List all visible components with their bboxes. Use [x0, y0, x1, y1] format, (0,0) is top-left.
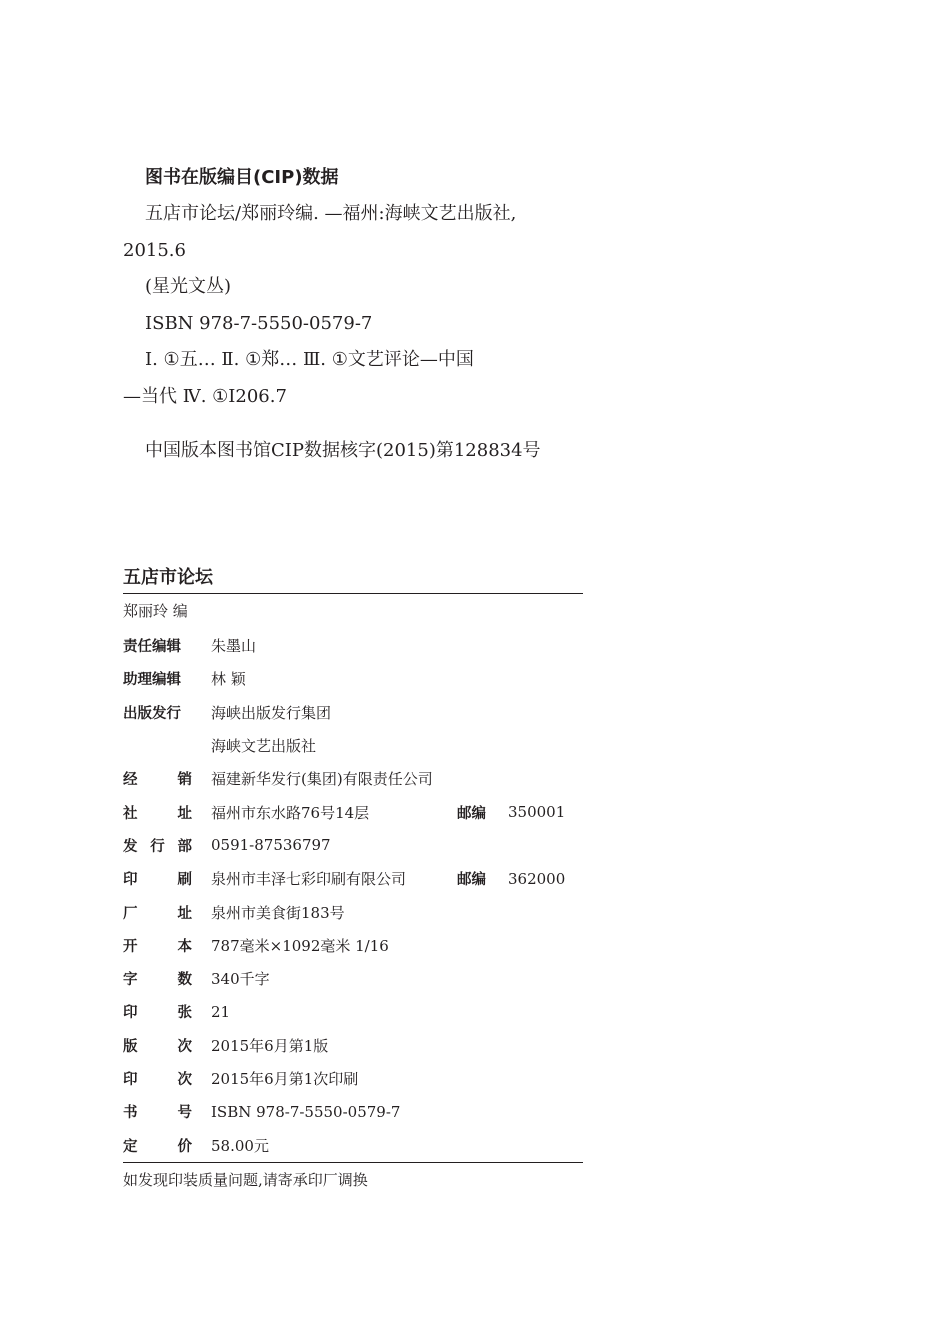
editor-line: 郑丽玲 编 — [123, 602, 188, 620]
imprint-label — [123, 935, 211, 956]
imprint-label — [123, 1101, 211, 1122]
book-title: 五店市论坛 — [123, 567, 213, 588]
imprint-label-char: 经 — [123, 772, 138, 789]
imprint-value: 2015年6月第1版 — [211, 1036, 329, 1055]
imprint-row — [123, 696, 583, 729]
imprint-label-char: 字 — [123, 972, 138, 989]
cip-block — [123, 160, 593, 470]
imprint-label-char: 号 — [177, 1105, 192, 1122]
imprint-label — [123, 802, 211, 823]
imprint-label-char: 印 — [123, 872, 138, 889]
imprint-label: 出版发行 — [123, 705, 181, 722]
imprint-value: 787毫米×1092毫米 1/16 — [211, 936, 389, 955]
imprint-row — [123, 762, 583, 795]
imprint-label-char: 社 — [123, 805, 138, 822]
imprint-row — [123, 862, 583, 895]
imprint-row — [123, 795, 583, 828]
imprint-value: 朱墨山 — [211, 637, 257, 656]
imprint-label — [123, 835, 211, 856]
imprint-value: 340千字 — [211, 970, 270, 989]
imprint-value: 58.00元 — [211, 1136, 269, 1155]
imprint-label-char: 张 — [177, 1005, 192, 1022]
imprint-label-char: 版 — [123, 1038, 138, 1055]
imprint-label-char: 价 — [177, 1138, 192, 1155]
postcode-value: 362000 — [508, 869, 566, 888]
imprint-label-char: 址 — [177, 905, 192, 922]
imprint-value: 0591-87536797 — [211, 836, 331, 855]
imprint-label-char: 销 — [177, 772, 192, 789]
imprint-label: 助理编辑 — [123, 672, 181, 689]
spacer — [123, 415, 593, 433]
imprint-label-char: 次 — [177, 1072, 192, 1088]
imprint-label — [123, 968, 211, 989]
imprint-row — [123, 829, 583, 862]
imprint-label — [123, 768, 211, 789]
imprint-label-char: 本 — [177, 938, 192, 955]
imprint-label-char: 数 — [177, 972, 192, 989]
imprint-row — [123, 995, 583, 1028]
imprint-value: 泉州市美食街183号 — [211, 903, 345, 922]
imprint-label-char: 印 — [123, 1072, 138, 1088]
imprint-row — [123, 629, 583, 662]
imprint-label-char: 行 — [150, 838, 165, 855]
imprint-label: 责任编辑 — [123, 639, 181, 656]
imprint-label — [123, 902, 211, 923]
imprint-label — [123, 868, 211, 889]
imprint-value: 福建新华发行(集团)有限责任公司 — [211, 770, 433, 789]
imprint-row — [123, 1095, 583, 1128]
imprint-row — [123, 962, 583, 995]
imprint-label — [123, 1135, 211, 1156]
imprint-row — [123, 729, 583, 762]
imprint-label-char: 印 — [123, 1005, 138, 1022]
imprint-label-char: 定 — [123, 1138, 138, 1155]
imprint-row — [123, 662, 583, 695]
imprint-row — [123, 1128, 583, 1161]
imprint-rows — [123, 629, 583, 1162]
imprint-label-char: 刷 — [177, 872, 192, 889]
imprint-value: 海峡文艺出版社 — [211, 737, 317, 756]
imprint-block — [123, 563, 583, 1197]
imprint-label-char: 开 — [123, 938, 138, 955]
imprint-value: 林 颖 — [211, 670, 246, 689]
imprint-value: 福州市东水路76号14层 — [211, 803, 370, 822]
imprint-label-char: 书 — [123, 1105, 138, 1122]
imprint-value: 海峡出版发行集团 — [211, 703, 332, 722]
cip-line: ISBN 978-7-5550-0579-7 — [145, 312, 373, 334]
imprint-label — [123, 1001, 211, 1022]
postcode-value: 350001 — [508, 803, 566, 822]
imprint-label-char: 厂 — [123, 905, 138, 922]
imprint-label-char: 址 — [177, 805, 192, 822]
imprint-row — [123, 895, 583, 928]
quality-notice: 如发现印装质量问题,请寄承印厂调换 — [123, 1170, 368, 1189]
cip-line: (星光文丛) — [145, 276, 232, 297]
imprint-label-char: 部 — [177, 838, 192, 855]
imprint-row — [123, 1029, 583, 1062]
imprint-value: 21 — [211, 1002, 231, 1021]
imprint-label-char: 次 — [177, 1038, 192, 1055]
cip-line: 2015.6 — [123, 239, 186, 261]
postcode-label: 邮编 — [457, 805, 486, 822]
cip-line: 五店市论坛/郑丽玲编. —福州:海峡文艺出版社, — [145, 203, 517, 224]
cip-line: Ⅰ. ①五… Ⅱ. ①郑… Ⅲ. ①文艺评论—中国 — [145, 349, 474, 370]
cip-title: 图书在版编目(CIP)数据 — [145, 167, 339, 188]
imprint-value: 泉州市丰泽七彩印刷有限公司 — [211, 870, 407, 889]
imprint-value: 2015年6月第1次印刷 — [211, 1070, 359, 1088]
cip-verification: 中国版本图书馆CIP数据核字(2015)第128834号 — [145, 440, 541, 461]
postcode-label: 邮编 — [457, 872, 486, 889]
imprint-label — [123, 1035, 211, 1056]
imprint-label-char: 发 — [123, 838, 138, 855]
imprint-value: ISBN 978-7-5550-0579-7 — [211, 1102, 401, 1121]
imprint-label — [123, 1068, 211, 1089]
imprint-row — [123, 929, 583, 962]
cip-line: —当代 Ⅳ. ①I206.7 — [123, 385, 287, 407]
imprint-row — [123, 1062, 583, 1095]
